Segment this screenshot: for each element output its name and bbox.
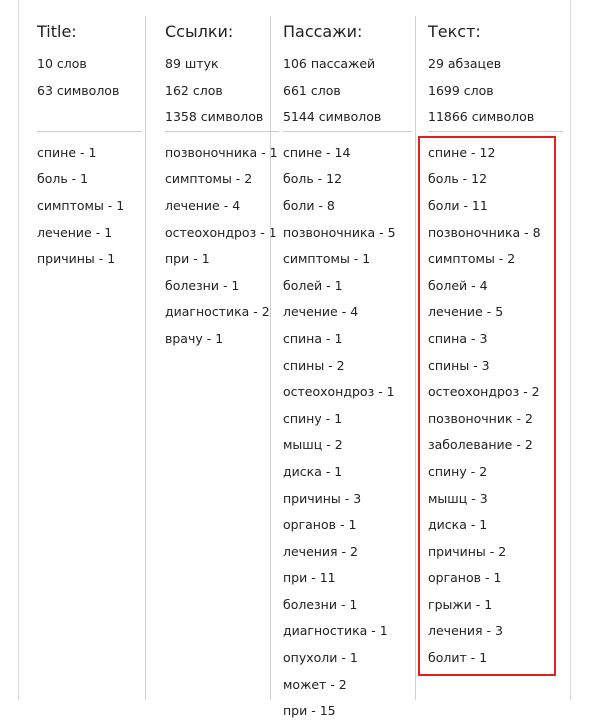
column-links [145,16,284,700]
keyword-item: спины - 2 [283,357,345,373]
keyword-item: позвоночника - 1 [165,144,278,160]
keyword-item: при - 15 [283,703,336,719]
column-heading: Пассажи: [283,22,363,41]
column-divider [165,131,279,132]
keyword-item: болезни - 1 [165,277,240,293]
stat-words: 661 слов [283,82,341,98]
stat-words: 1699 слов [428,82,494,98]
keyword-item: лечение - 4 [283,304,359,320]
keyword-item: спину - 2 [428,463,488,479]
keyword-item: позвоночника - 8 [428,224,541,240]
keyword-item: заболевание - 2 [428,437,533,453]
stats-panel [18,0,571,719]
stat-chars: 63 символов [37,82,120,98]
keyword-list [165,140,279,353]
keyword-item: остеохондроз - 1 [283,384,395,400]
keyword-item: спине - 12 [428,144,496,160]
column-stats [428,51,563,131]
column-title [37,16,142,700]
stat-words: 162 слов [165,82,223,98]
keyword-item: опухоли - 1 [283,650,358,666]
keyword-item: диагностика - 1 [283,623,388,639]
keyword-item: симптомы - 2 [428,251,516,267]
column-passages [270,16,417,719]
stat-count: 106 пассажей [283,56,376,71]
keyword-item: органов - 1 [283,517,357,533]
keyword-item: органов - 1 [428,570,502,586]
stat-chars: 11866 символов [428,109,535,125]
keyword-item: спине - 1 [37,144,97,160]
keyword-item: спина - 1 [283,330,343,346]
keyword-item: симптомы - 2 [165,171,253,187]
column-stats [283,51,412,131]
keyword-list [37,140,142,273]
keyword-item: болит - 1 [428,650,488,666]
keyword-item: болезни - 1 [283,596,358,612]
keyword-item: лечение - 4 [165,197,241,213]
stat-spacer [37,104,142,131]
keyword-item: боли - 11 [428,197,488,213]
column-text [415,16,568,700]
keyword-item: позвоночника - 5 [283,224,396,240]
keyword-item: при - 1 [165,251,210,267]
keyword-item: лечения - 2 [283,543,358,559]
keyword-list [428,140,563,672]
stat-count: 29 абзацев [428,56,502,71]
keyword-list [283,140,412,725]
keyword-item: боль - 12 [428,171,488,187]
column-stats [37,51,142,131]
keyword-item: спины - 3 [428,357,490,373]
keyword-item: мышц - 3 [428,490,488,506]
keyword-item: диска - 1 [428,517,488,533]
keyword-item: позвоночник - 2 [428,410,533,426]
keyword-item: спина - 3 [428,330,488,346]
keyword-item: врачу - 1 [165,330,224,346]
keyword-item: остеохондроз - 2 [428,384,540,400]
keyword-item: спину - 1 [283,410,343,426]
column-divider [428,131,563,132]
keyword-item: причины - 3 [283,490,362,506]
keyword-item: мышц - 2 [283,437,343,453]
keyword-item: грыжи - 1 [428,596,493,612]
keyword-item: спине - 14 [283,144,351,160]
keyword-item: болей - 1 [283,277,343,293]
stat-words: 10 слов [37,56,87,71]
keyword-item: болей - 4 [428,277,488,293]
column-stats [165,51,279,131]
keyword-item: симптомы - 1 [283,251,371,267]
keyword-item: остеохондроз - 1 [165,224,277,240]
keyword-item: причины - 2 [428,543,507,559]
keyword-item: может - 2 [283,676,347,692]
keyword-item: симптомы - 1 [37,197,125,213]
stat-chars: 5144 символов [283,109,382,125]
keyword-item: лечение - 1 [37,224,113,240]
keyword-item: диска - 1 [283,463,343,479]
column-heading: Ссылки: [165,22,234,41]
column-divider [283,131,412,132]
keyword-item: лечение - 5 [428,304,504,320]
column-heading: Title: [37,22,77,41]
keyword-item: причины - 1 [37,251,116,267]
keyword-item: боли - 8 [283,197,335,213]
column-heading: Текст: [428,22,481,41]
keyword-item: лечения - 3 [428,623,503,639]
keyword-item: боль - 1 [37,171,89,187]
keyword-item: при - 11 [283,570,336,586]
stat-count: 89 штук [165,56,219,71]
keyword-item: боль - 12 [283,171,343,187]
stat-chars: 1358 символов [165,109,264,125]
keyword-item: диагностика - 2 [165,304,270,320]
column-divider [37,131,142,132]
